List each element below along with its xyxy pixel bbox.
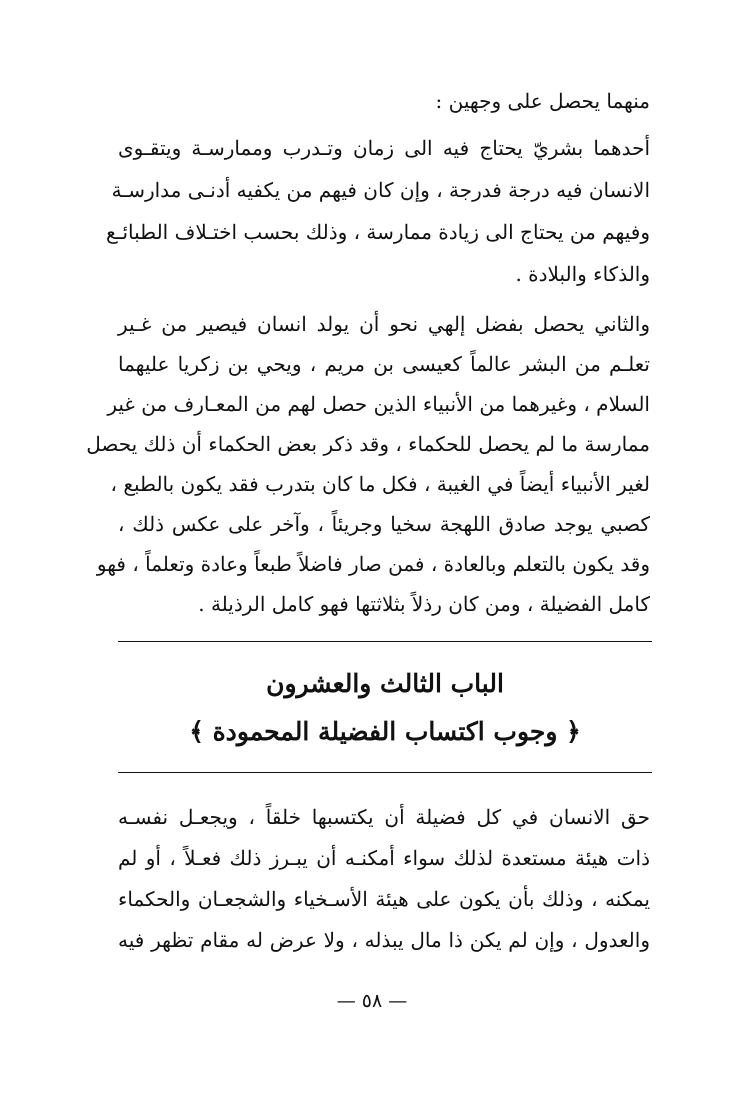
paragraph-line: والثاني يحصل بفضل إلهي نحو أن يولد انسان فيصير من غـير bbox=[118, 312, 650, 336]
intro-line: منهما يحصل على وجهين : bbox=[435, 89, 650, 113]
paragraph-line: والذكاء والبلادة . bbox=[515, 262, 650, 286]
paragraph-line: وفيهم من يحتاج الى زيادة ممارسة ، وذلك بحسب اختـلاف الطبائـع bbox=[105, 220, 650, 244]
paragraph-line: تعلـم من البشر عالماً كعيسى بن مريم ، ويحي بن زكريا عليهما bbox=[118, 352, 650, 376]
chapter-title: الباب الثالث والعشرون bbox=[266, 669, 504, 698]
paragraph-line: يمكنه ، وذلك بأن يكون على هيئة الأسـخياء والشجعـان والحكماء bbox=[118, 887, 650, 911]
divider-top bbox=[118, 641, 652, 642]
page-number: — ٥٨ — bbox=[336, 990, 408, 1012]
paragraph-line: كصبي يوجد صادق اللهجة سخيا وجريئاً ، وآخر على عكس ذلك ، bbox=[118, 512, 650, 536]
paragraph-line: لغير الأنبياء أيضاً في الغيبة ، فكل ما كان بتدرب فقد يكون بالطبع ، bbox=[110, 472, 650, 496]
chapter-subtitle: ﴿ وجوب اكتساب الفضيلة المحمودة ﴾ bbox=[189, 717, 581, 746]
paragraph-line: الانسان فيه درجة فدرجة ، وإن كان فيهم من يكفيه أدنـى مدارسـة bbox=[111, 178, 650, 202]
paragraph-line: أحدهما بشريّ يحتاج فيه الى زمان وتـدرب وممارسـة ويتقـوى bbox=[118, 136, 650, 160]
paragraph-line: والعدول ، وإن لم يكن ذا مال يبذله ، ولا عرض له مقام تظهر فيه bbox=[118, 928, 650, 952]
paragraph-line: السلام ، وغيرهما من الأنبياء الذين حصل لهم من المعـارف من غير bbox=[107, 392, 650, 416]
paragraph-line: كامل الفضيلة ، ومن كان رذلاً بثلاثتها فهو كامل الرذيلة . bbox=[198, 592, 650, 616]
paragraph-line: ذات هيئة مستعدة لذلك سواء أمكنـه أن يبـرز ذلك فعـلاً ، أو لم bbox=[118, 846, 650, 870]
paragraph-line: ممارسة ما لم يحصل للحكماء ، وقد ذكر بعض الحكماء أن ذلك يحصل bbox=[86, 432, 650, 456]
paragraph-line: حق الانسان في كل فضيلة أن يكتسبها خلقاً ، ويجعـل نفسـه bbox=[118, 805, 651, 829]
divider-bottom bbox=[118, 772, 652, 773]
paragraph-line: وقد يكون بالتعلم وبالعادة ، فمن صار فاضلاً طبعاً وعادة وتعلماً ، فهو bbox=[96, 552, 650, 576]
